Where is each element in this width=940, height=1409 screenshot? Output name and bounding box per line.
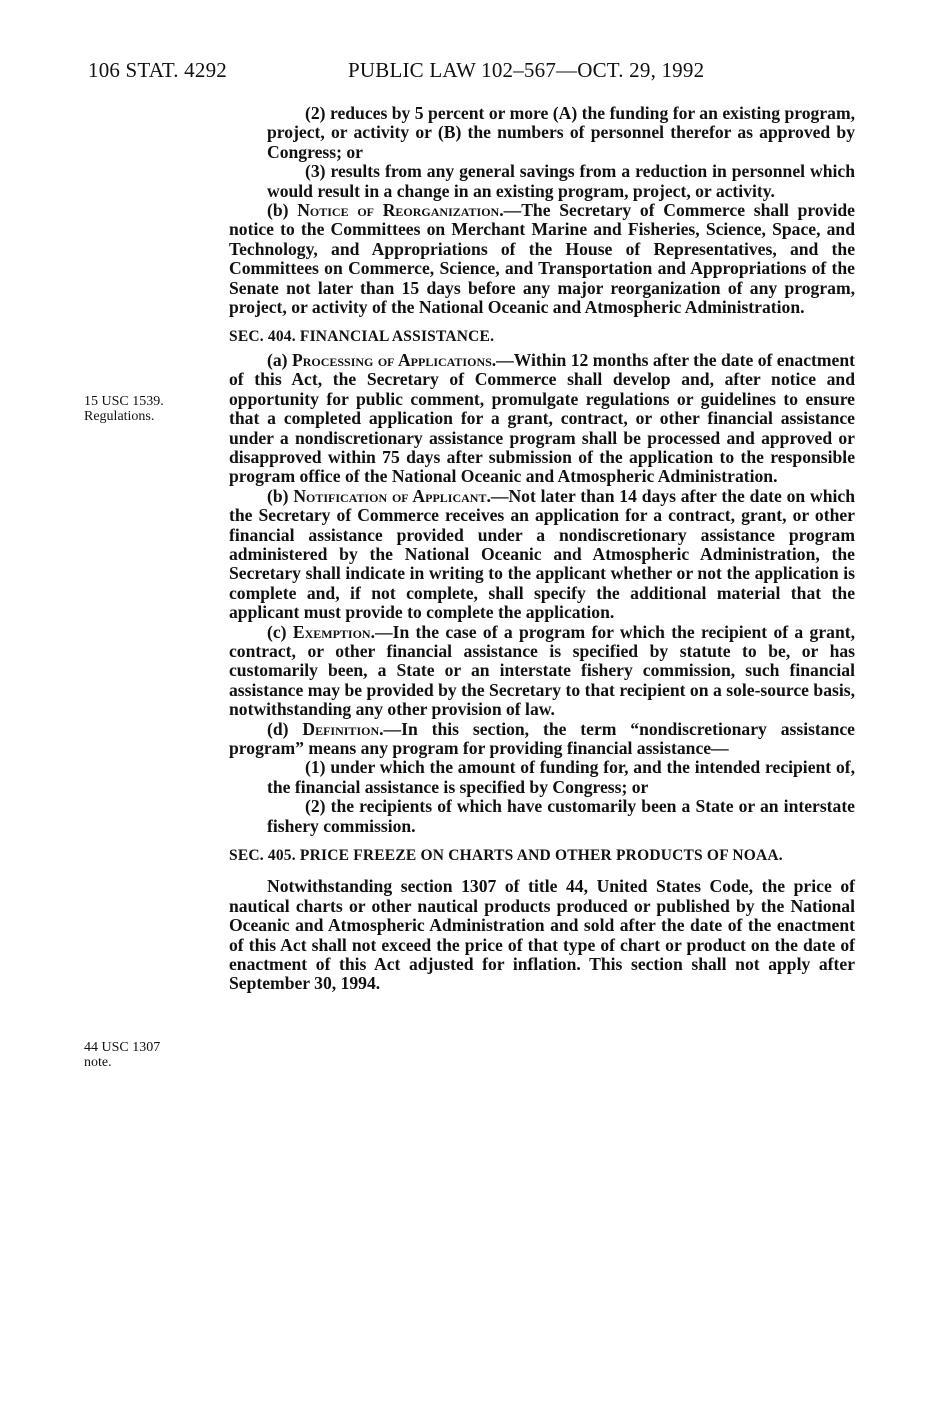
subsection-label: (d) (267, 718, 303, 739)
definition-item-2: (2) the recipients of which have customarily been a State or an interstate fishery commission. (267, 796, 855, 836)
subsection-text: .—In the case of a program for which the recipient of a grant, contract, or other financial assistance is specified by statute to be, or has customarily been, a State or an interstate fishery commission, such financial assistance may be provided by the Secretary to that recipient on a sole-source basis, notwithstanding any other provision of law. (229, 621, 855, 720)
subsection-d-definition (229, 720, 855, 759)
section-404-title: SEC. 404. FINANCIAL ASSISTANCE. (229, 328, 495, 346)
subsection-label: (b) (267, 200, 298, 221)
subsection-text: .—Within 12 months after the date of enactment of this Act, the Secretary of Commerce shall develop and, after notice and opportunity for public comment, promulgate regulations or guidelines to ensure that a completed application for a grant, contract, or other financial assistance under a nondiscretionary assistance program shall be processed and approved or disapproved within 75 days after submission of the application to the responsible program office of the National Oceanic and Atmospheric Administration. (229, 349, 855, 487)
paragraph-2: (2) reduces by 5 percent or more (A) the funding for an existing program, project, or activity or (B) the numbers of personnel therefor as approved by Congress; or (267, 103, 855, 162)
subsection-text: .—Not later than 14 days after the date on which the Secretary of Commerce receives an application for a contract, grant, or other financial assistance provided under a nondiscretionary assistance program administered by the National Oceanic and Atmospheric Administration, the Secretary shall indicate in writing to the applicant whether or not the application is complete and, if not complete, shall specify the additional material that the applicant must provide to complete the application. (229, 485, 855, 623)
subsection-heading: Notification of Applicant (293, 485, 487, 506)
subsection-label: (b) (267, 485, 294, 506)
definition-item-1: (1) under which the amount of funding for, and the intended recipient of, the financial assistance is specified by Congress; or (267, 757, 855, 797)
paragraph-3: (3) results from any general savings from a reduction in personnel which would result in a change in an existing program, project, or activity. (267, 161, 855, 201)
margin-note-citation: 15 USC 1539. (84, 394, 164, 409)
stat-page-number: 106 STAT. 4292 (88, 58, 227, 82)
subsection-label: (a) (267, 349, 292, 370)
margin-note-citation: 44 USC 1307 (84, 1040, 161, 1055)
subsection-a-processing (229, 351, 855, 487)
page-header (88, 58, 854, 88)
public-law-citation: PUBLIC LAW 102–567—OCT. 29, 1992 (348, 58, 705, 82)
subsection-heading: Definition (302, 718, 380, 739)
margin-note-15-usc-1539 (84, 394, 164, 424)
subsection-text: .—The Secretary of Commerce shall provide notice to the Committees on Merchant Marine and Fisheries, Science, Space, and Technology, and Appropriations of the House of Representatives, and the Committees on Commerce, Science, and Transportation and Appropriations of the Senate not later than 15 days before any major reorganization of any program, project, or activity of the National Oceanic and Atmospheric Administration. (229, 200, 855, 318)
margin-note-label: Regulations. (84, 409, 155, 424)
subsection-label: (c) (267, 621, 293, 642)
section-405-title: SEC. 405. PRICE FREEZE ON CHARTS AND OTHER PRODUCTS OF NOAA. (229, 847, 783, 865)
subsection-heading: Exemption (292, 621, 371, 642)
margin-note-label: note. (84, 1055, 112, 1070)
subsection-heading: Notice of Reorganization (297, 200, 500, 221)
section-405-text: Notwithstanding section 1307 of title 44, United States Code, the price of nautical charts or other nautical products produced or published by the National Oceanic and Atmospheric Administration and sold after the date of the enactment of this Act shall not exceed the price of that type of chart or product on the date of enactment of this Act adjusted for inflation. This section shall not apply after September 30, 1994. (229, 876, 855, 994)
subsection-b-notice (229, 201, 855, 317)
subsection-c-exemption (229, 623, 855, 720)
body-text (229, 104, 855, 994)
margin-note-44-usc-1307 (84, 1040, 160, 1070)
subsection-b-notification (229, 487, 855, 623)
subsection-text: .—In this section, the term “nondiscretionary assistance program” means any program for providing financial assistance— (229, 718, 855, 758)
subsection-heading: Processing of Applications (291, 349, 492, 370)
